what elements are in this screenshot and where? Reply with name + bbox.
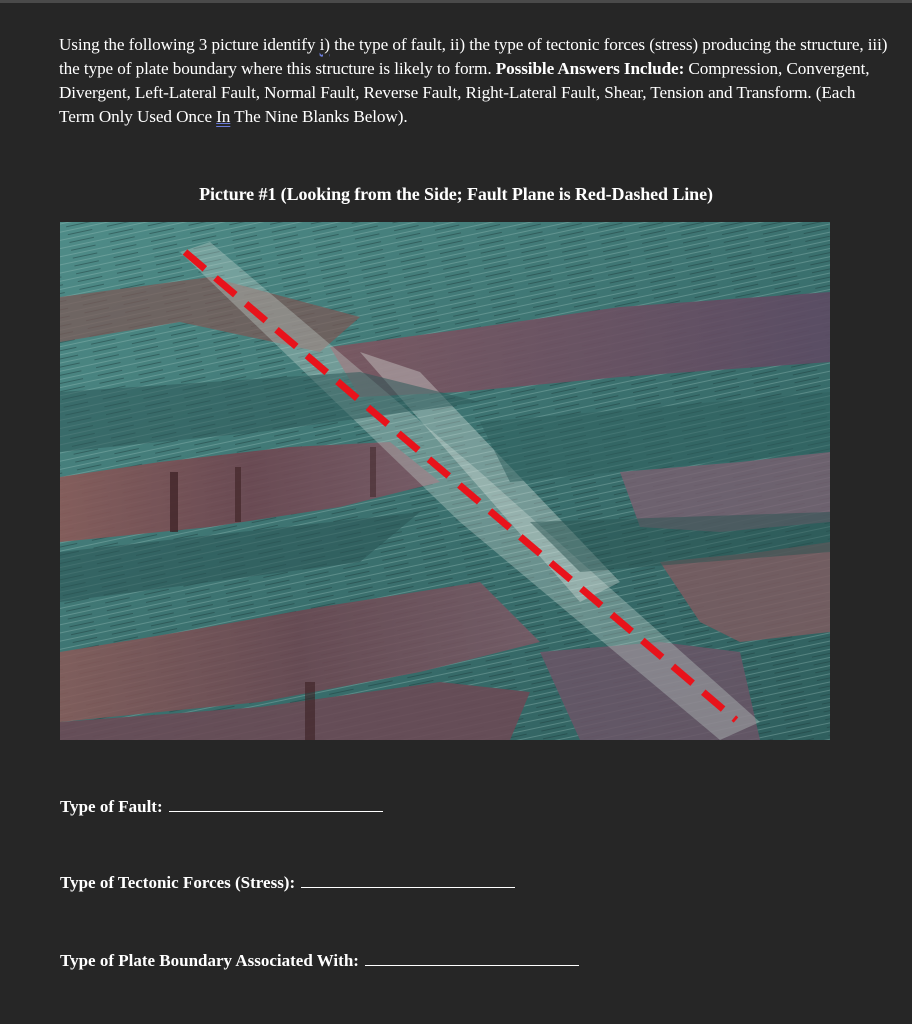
blank-label-fault: Type of Fault: xyxy=(60,797,163,816)
blank-plate-boundary xyxy=(60,951,579,971)
picture-caption: Picture #1 (Looking from the Side; Fault Plane is Red-Dashed Line) xyxy=(199,184,713,204)
instructions-underlined-word: In xyxy=(216,107,231,126)
instructions-paragraph xyxy=(59,33,889,129)
rock-strata-image xyxy=(60,222,830,740)
answer-line-forces[interactable] xyxy=(301,873,515,888)
instructions-text-2: the type of fault, ii) the type of tectonic forces (stress) producing the structure, iii) the type of plate boundary where this structure is likely to form. xyxy=(59,35,888,78)
blank-label-boundary: Type of Plate Boundary Associated With: xyxy=(60,951,359,970)
blank-type-of-fault xyxy=(60,797,383,817)
instructions-text-1: Using the following 3 picture identify xyxy=(59,35,320,54)
answer-line-fault[interactable] xyxy=(169,797,383,812)
blank-label-forces: Type of Tectonic Forces (Stress): xyxy=(60,873,296,892)
blank-tectonic-forces xyxy=(60,873,515,893)
fault-photograph xyxy=(60,222,830,740)
instructions-text-3: Compression, Convergent, Divergent, Left-Lateral Fault, Normal Fault, Reverse Fault, Right-Lateral Fault, Shear, Tension and Transform. (Each Term Only Used Once xyxy=(59,59,870,126)
instructions-text-4: The Nine Blanks Below). xyxy=(230,107,408,126)
answer-line-boundary[interactable] xyxy=(365,951,579,966)
possible-answers-label: Possible Answers Include: xyxy=(495,59,685,78)
instructions-item-i: i) xyxy=(319,35,330,54)
